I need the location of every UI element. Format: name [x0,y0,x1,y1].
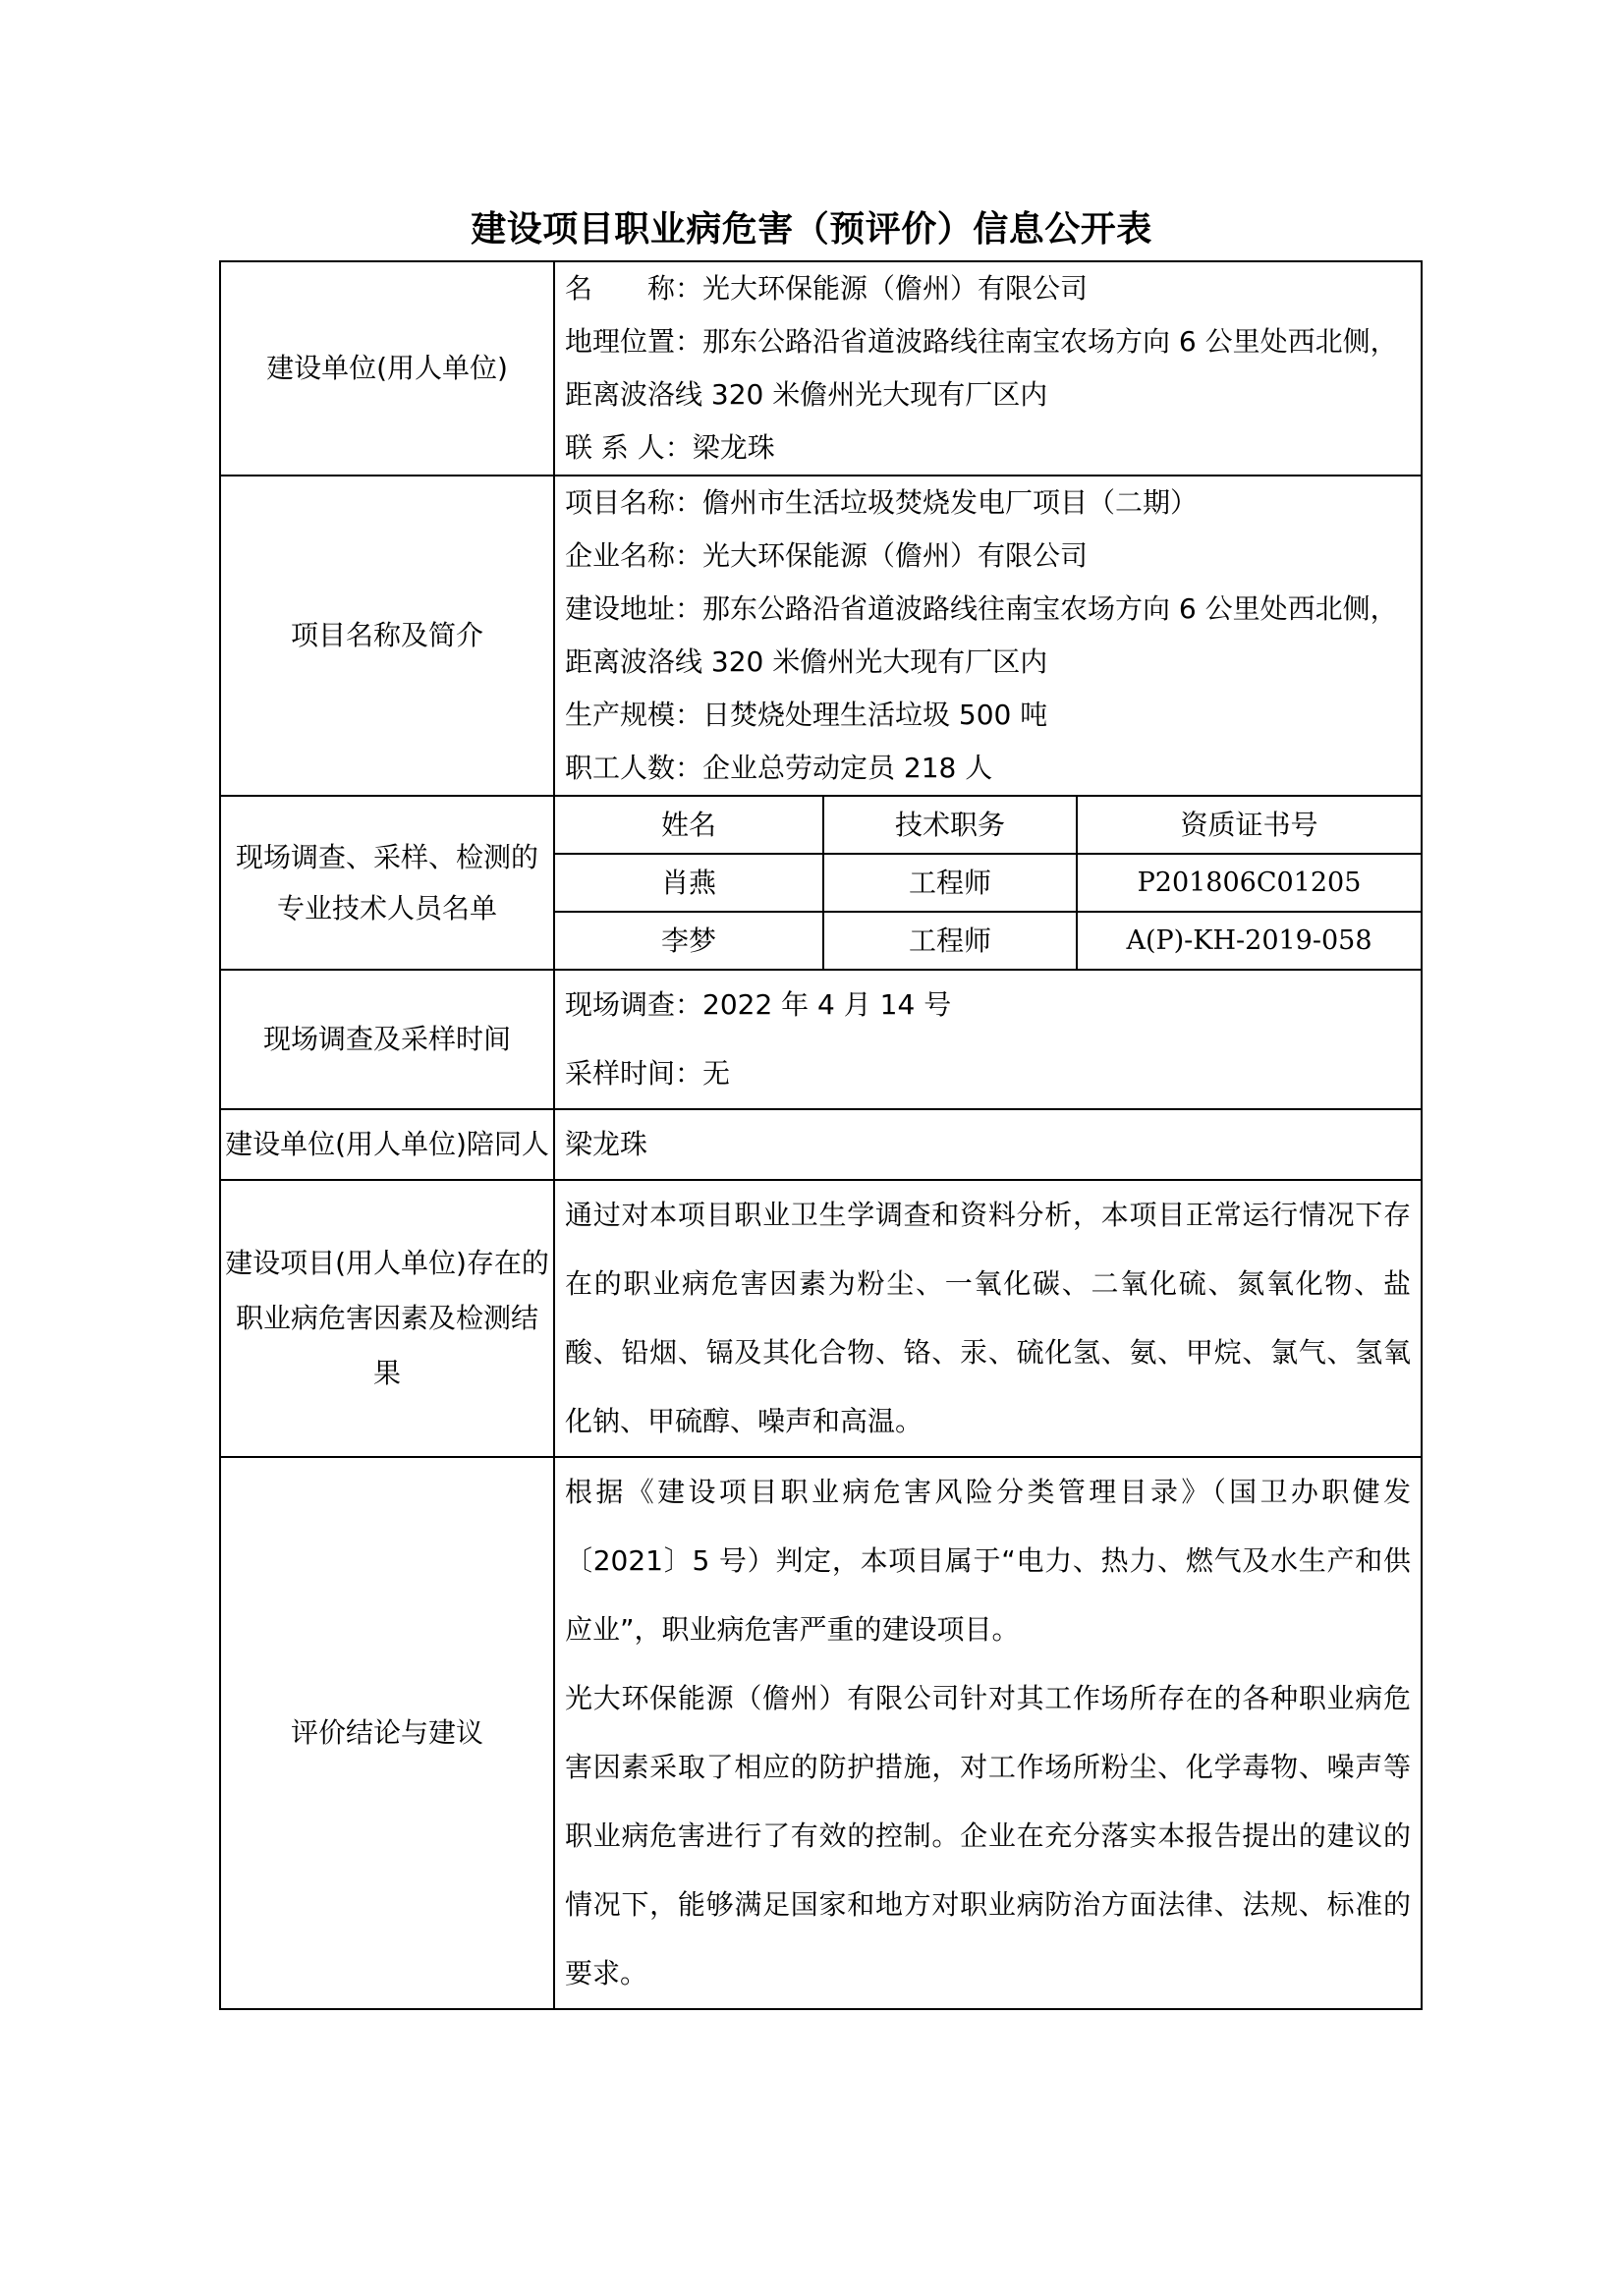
unit-content [554,261,1422,476]
staff-cert: P201806C01205 [1077,854,1421,912]
staff-cert: A(P)-KH-2019-058 [1126,925,1372,956]
escort-value: 梁龙珠 [554,1109,1422,1180]
project-address-line1: 建设地址：那东公路沿省道波路线往南宝农场方向 6 公里处西北侧， [565,592,1398,625]
conclusion-paragraph: 根据《建设项目职业病危害风险分类管理目录》（国卫办职健发〔2021〕5 号）判定，本项目属于“电力、热力、燃气及水生产和供应业”，职业病危害严重的建设项目。 [565,1476,1411,1646]
unit-label: 建设单位(用人单位) [220,261,554,476]
table-row [220,261,1422,476]
staff-name: 肖燕 [555,854,823,912]
project-label: 项目名称及简介 [220,476,554,796]
staff-header-cert: 资质证书号 [1077,797,1421,854]
unit-contact: 联 系 人：梁龙珠 [565,431,775,464]
unit-location-line1: 地理位置：那东公路沿省道波路线往南宝农场方向 6 公里处西北侧， [565,325,1398,358]
table-row [555,912,1421,969]
staff-name: 李梦 [555,912,823,969]
table-row [220,970,1422,1109]
table-row [220,796,1422,970]
project-address-line2: 距离波洛线 320 米儋州光大现有厂区内 [565,645,1048,678]
disclosure-table [219,260,1423,2010]
table-row [555,854,1421,912]
unit-location-line2: 距离波洛线 320 米儋州光大现有厂区内 [565,378,1048,411]
table-row [220,1180,1422,1457]
hazards-label: 建设项目(用人单位)存在的职业病危害因素及检测结果 [220,1180,554,1457]
table-row [220,476,1422,796]
project-name: 项目名称：儋州市生活垃圾焚烧发电厂项目（二期） [565,486,1199,519]
sampling-time: 采样时间：无 [565,1057,731,1090]
project-content [554,476,1422,796]
project-staff-count: 职工人数：企业总劳动定员 218 人 [565,752,993,784]
hazards-text: 通过对本项目职业卫生学调查和资料分析，本项目正常运行情况下存在的职业病危害因素为粉尘、一氧化碳、二氧化硫、氮氧化物、盐酸、铅烟、镉及其化合物、铬、汞、硫化氢、氨、甲烷、氯气、氢氧化钠、甲硫醇、噪声和高温。 [554,1180,1422,1457]
staff-table [555,797,1421,969]
unit-name: 名 称：光大环保能源（儋州）有限公司 [565,272,1089,305]
escort-label: 建设单位(用人单位)陪同人 [220,1109,554,1180]
table-row [220,1109,1422,1180]
staff-label: 现场调查、采样、检测的专业技术人员名单 [220,796,554,970]
staff-header-name: 姓名 [555,797,823,854]
conclusion-content [554,1457,1422,2009]
survey-time-label: 现场调查及采样时间 [220,970,554,1109]
survey-time-content [554,970,1422,1109]
table-row [220,1457,1422,2009]
staff-header-row [555,797,1421,854]
page-title: 建设项目职业病危害（预评价）信息公开表 [471,208,1152,250]
staff-title: 工程师 [823,854,1077,912]
conclusion-paragraph: 光大环保能源（儋州）有限公司针对其工作场所存在的各种职业病危害因素采取了相应的防护措施，对工作场所粉尘、化学毒物、噪声等职业病危害进行了有效的控制。企业在充分落实本报告提出的建议的情况下，能够满足国家和地方对职业病防治方面法律、法规、标准的要求。 [565,1682,1411,1989]
project-scale: 生产规模：日焚烧处理生活垃圾 500 吨 [565,699,1048,731]
staff-header-title: 技术职务 [823,797,1077,854]
survey-date: 现场调查：2022 年 4 月 14 号 [565,988,952,1021]
project-company: 企业名称：光大环保能源（儋州）有限公司 [565,539,1089,572]
staff-cell [554,796,1422,970]
conclusion-label: 评价结论与建议 [220,1457,554,2009]
staff-title: 工程师 [823,912,1077,969]
